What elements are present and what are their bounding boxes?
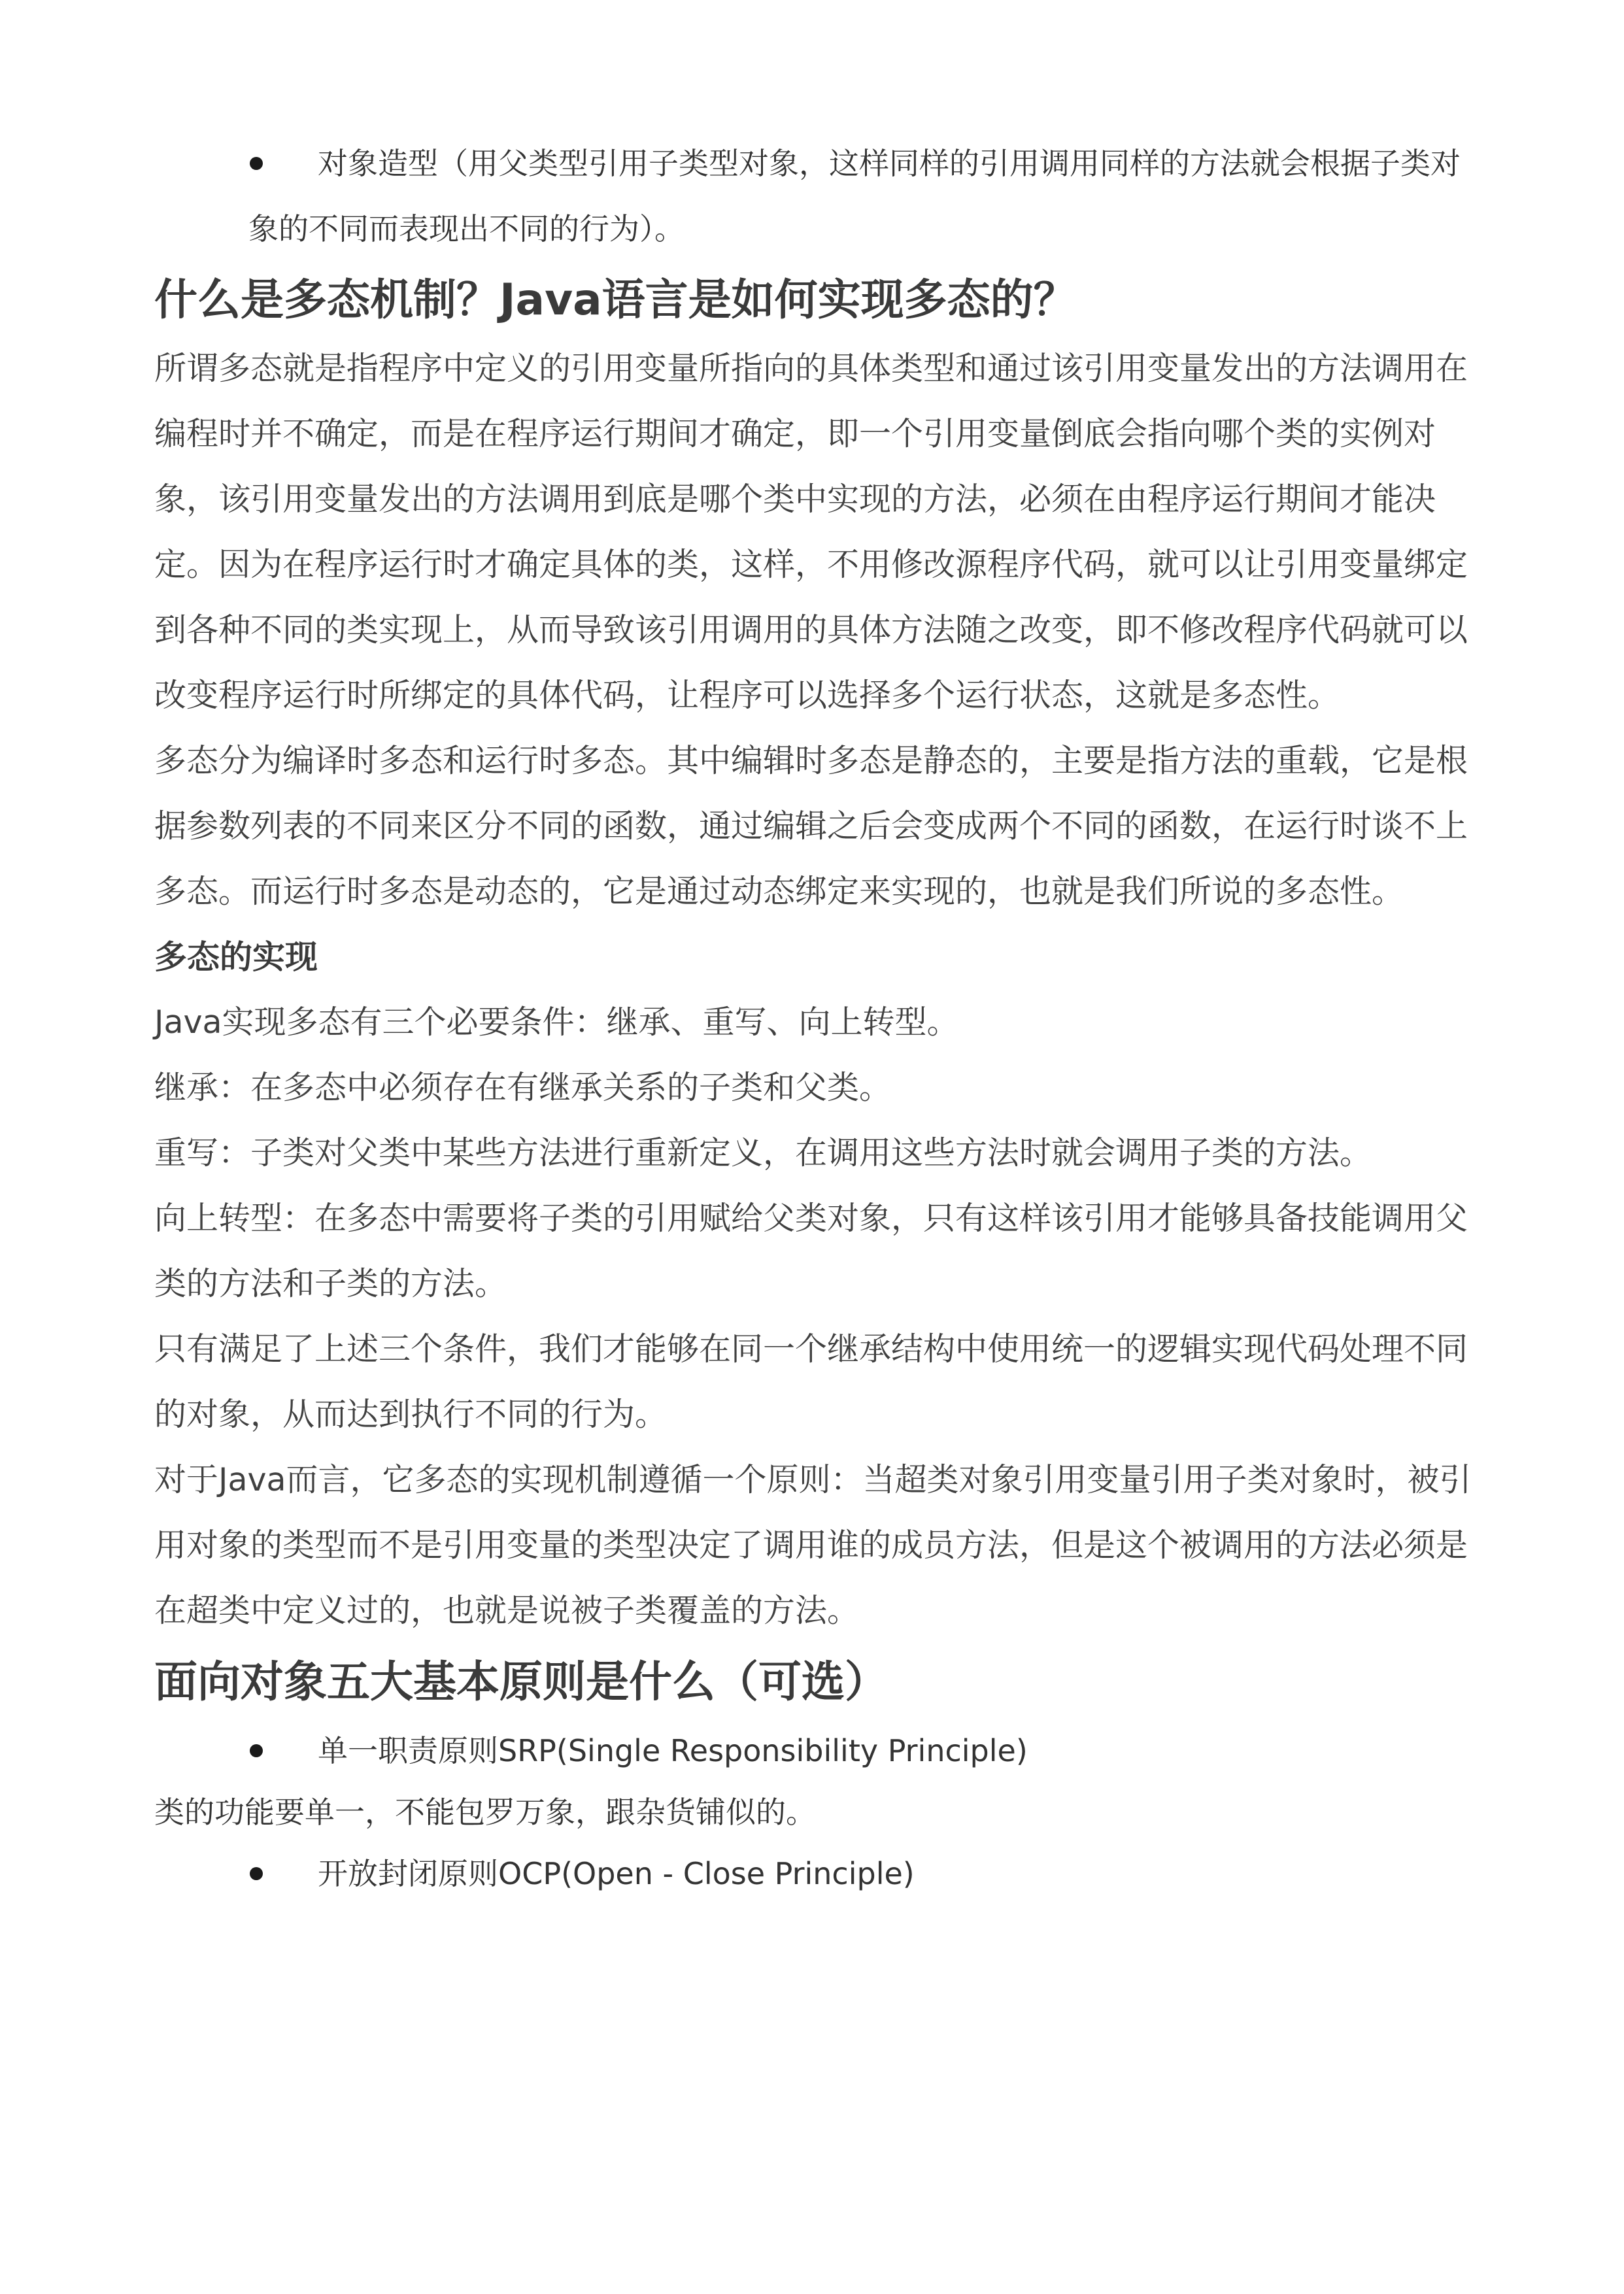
paragraph-srp-desc: 类的功能要单一，不能包罗万象，跟杂货铺似的。 xyxy=(154,1795,816,1830)
bullet-object-casting xyxy=(154,131,1481,261)
subheading-implementation: 多态的实现 xyxy=(154,938,318,976)
paragraph-java-principle: 对于Java而言，它多态的实现机制遵循一个原则：当超类对象引用变量引用子类对象时，被引用对象的类型而不是引用变量的类型决定了调用谁的成员方法，但是这个被调用的方法必须是在超类中定义过的，也就是说被子类覆盖的方法。 xyxy=(154,1461,1472,1629)
paragraph-polymorphism-definition: 所谓多态就是指程序中定义的引用变量所指向的具体类型和通过该引用变量发出的方法调用在编程时并不确定，而是在程序运行期间才确定，即一个引用变量倒底会指向哪个类的实例对象，该引用变量发出的方法调用到底是哪个类中实现的方法，必须在由程序运行期间才能决定。因为在程序运行时才确定具体的类，这样，不用修改源程序代码，就可以让引用变量绑定到各种不同的类实现上，从而导致该引用调用的具体方法随之改变，即不修改程序代码就可以改变程序运行时所绑定的具体代码，让程序可以选择多个运行状态，这就是多态性。 xyxy=(154,350,1468,714)
heading-five-principles: 面向对象五大基本原则是什么（可选） xyxy=(154,1657,888,1707)
heading-polymorphism: 什么是多态机制？Java语言是如何实现多态的？ xyxy=(154,275,1077,325)
paragraph-inheritance: 继承：在多态中必须存在有继承关系的子类和父类。 xyxy=(154,1069,892,1106)
bullet-dot-icon xyxy=(250,157,263,170)
bullet-ocp xyxy=(154,1841,1481,1906)
document-content xyxy=(154,131,1481,1906)
paragraph-conditions: Java实现多态有三个必要条件：继承、重写、向上转型。 xyxy=(154,1004,959,1041)
bullet-srp xyxy=(154,1718,1481,1783)
bullet-text: 开放封闭原则OCP(Open - Close Principle) xyxy=(318,1856,915,1891)
paragraph-upcasting: 向上转型：在多态中需要将子类的引用赋给父类对象，只有这样该引用才能够具备技能调用父类的方法和子类的方法。 xyxy=(154,1200,1468,1302)
bullet-text: 单一职责原则SRP(Single Responsibility Principle) xyxy=(318,1733,1028,1768)
bullet-text: 对象造型（用父类型引用子类型对象，这样同样的引用调用同样的方法就会根据子类对象的不同而表现出不同的行为）。 xyxy=(248,146,1461,246)
paragraph-conclusion: 只有满足了上述三个条件，我们才能够在同一个继承结构中使用统一的逻辑实现代码处理不同的对象，从而达到执行不同的行为。 xyxy=(154,1330,1468,1433)
paragraph-override: 重写：子类对父类中某些方法进行重新定义，在调用这些方法时就会调用子类的方法。 xyxy=(154,1134,1372,1172)
paragraph-compile-runtime: 多态分为编译时多态和运行时多态。其中编辑时多态是静态的，主要是指方法的重载，它是根据参数列表的不同来区分不同的函数，通过编辑之后会变成两个不同的函数，在运行时谈不上多态。而运行时多态是动态的，它是通过动态绑定来实现的，也就是我们所说的多态性。 xyxy=(154,742,1468,910)
